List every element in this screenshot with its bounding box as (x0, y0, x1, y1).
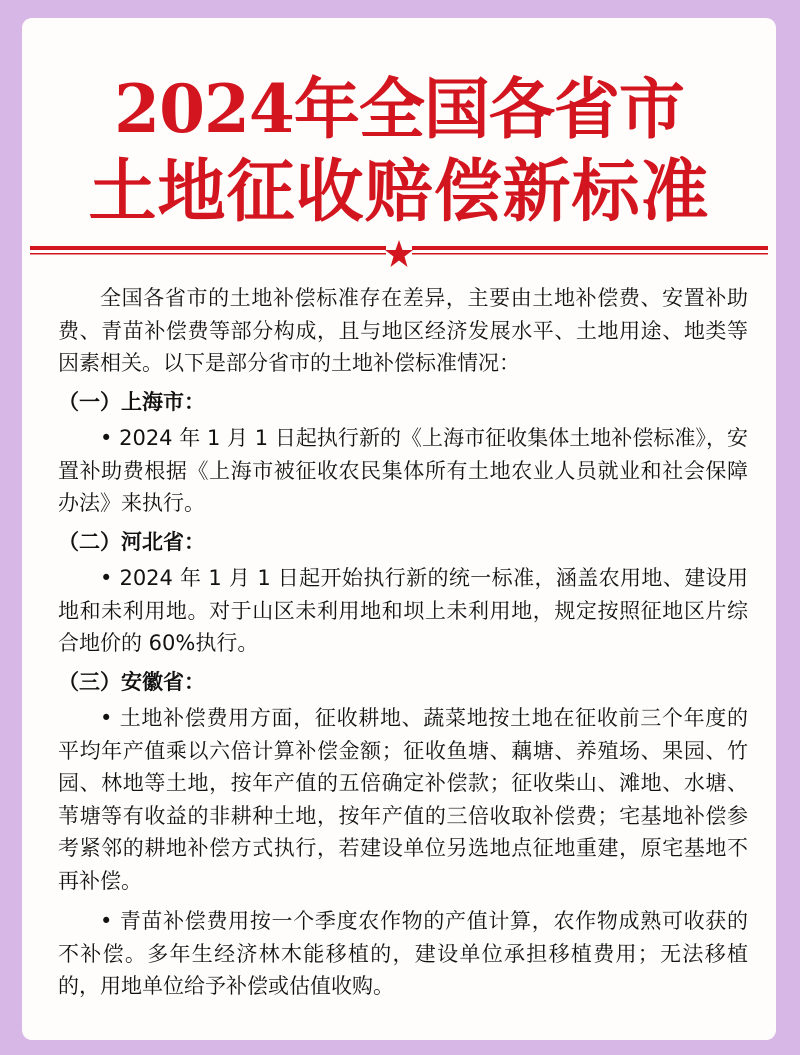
divider-right-thin-line (412, 253, 768, 255)
section-heading-anhui: （三）安徽省： (58, 669, 205, 694)
title-divider (30, 240, 768, 280)
title-line-2: 土地征收赔偿新标准 (88, 152, 710, 232)
section-item-shanghai: • 2024 年 1 月 1 日起执行新的《上海市征收集体土地补偿标准》，安置补助费根据《上海市被征收农民集体所有土地农业人员就业和社会保障办法》来执行。 (58, 426, 748, 515)
section-item-anhui-land: • 土地补偿费用方面，征收耕地、蔬菜地按土地在征收前三个年度的平均年产值乘以六倍计算补偿金额；征收鱼塘、藕塘、养殖场、果园、竹园、林地等土地，按年产值的五倍确定补偿款；征收柴山、滩地、水塘、苇塘等有收益的非耕种土地，按年产值的三倍收取补偿费；宅基地补偿参考紧邻的耕地补偿方式执行，若建设单位另选地点征地重建，原宅基地不再补偿。 (58, 706, 748, 893)
document-card (22, 18, 776, 1040)
divider-left-thick-line (30, 246, 386, 250)
divider-left-thin-line (30, 253, 386, 255)
title-line-1: 2024年全国各省市 (114, 70, 684, 148)
section-heading-shanghai: （一）上海市： (58, 389, 205, 414)
section-item-hebei: • 2024 年 1 月 1 日起开始执行新的统一标准，涵盖农用地、建设用地和未利用地。对于山区未利用地和坝上未利用地，规定按照征地区片综合地价的 60%执行。 (58, 566, 748, 655)
document-body (58, 282, 748, 1003)
section-item-anhui-crops: • 青苗补偿费用按一个季度农作物的产值计算，农作物成熟可收获的不补偿。多年生经济林木能移植的，建设单位承担移植费用；无法移植的，用地单位给予补偿或估值收购。 (58, 909, 748, 998)
star-icon (385, 240, 413, 267)
divider-right-thick-line (412, 246, 768, 250)
intro-paragraph: 全国各省市的土地补偿标准存在差异，主要由土地补偿费、安置补助费、青苗补偿费等部分构成，且与地区经济发展水平、土地用途、地类等因素相关。以下是部分省市的土地补偿标准情况： (58, 286, 748, 375)
section-heading-hebei: （二）河北省： (58, 529, 205, 554)
